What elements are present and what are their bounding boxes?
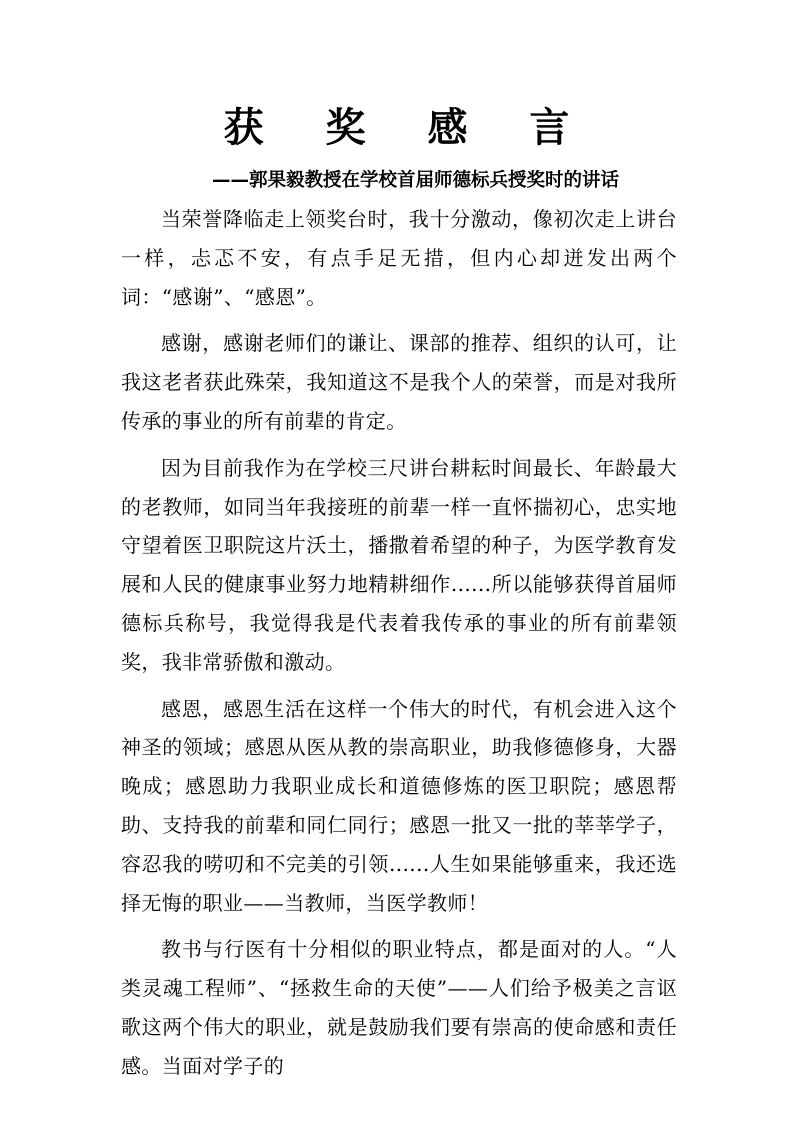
paragraph: 教书与行医有十分相似的职业特点，都是面对的人。“人类灵魂工程师”、“拯救生命的天使”——人们给予极美之言讴歌这两个伟大的职业，就是鼓励我们要有崇高的使命感和责任感。当面对学子的 xyxy=(121,937,677,1078)
document-body xyxy=(121,200,677,1094)
paragraph: 感谢，感谢老师们的谦让、课部的推荐、组织的认可，让我这老者获此殊荣，我知道这不是我个人的荣誉，而是对我所传承的事业的所有前辈的肯定。 xyxy=(121,331,677,433)
paragraph: 因为目前我作为在学校三尺讲台耕耘时间最长、年龄最大的老教师，如同当年我接班的前辈一样一直怀揣初心，忠实地守望着医卫职院这片沃土，播撒着希望的种子，为医学教育发展和人民的健康事业努力地精耕细作......所以能够获得首届师德标兵称号，我觉得我是代表着我传承的事业的所有前辈领奖，我非常骄傲和激动。 xyxy=(121,455,677,674)
document-title: 获 奖 感 言 xyxy=(223,104,594,151)
paragraph: 感恩，感恩生活在这样一个伟大的时代，有机会进入这个神圣的领域；感恩从医从教的崇高职业，助我修德修身，大器晚成；感恩助力我职业成长和道德修炼的医卫职院；感恩帮助、支持我的前辈和同仁同行；感恩一批又一批的莘莘学子，容忍我的唠叨和不完美的引领......人生如果能够重来，我还选择无悔的职业——当教师，当医学教师！ xyxy=(121,696,677,915)
document-subtitle: ——郭果毅教授在学校首届师德标兵授奖时的讲话 xyxy=(212,170,620,191)
paragraph: 当荣誉降临走上领奖台时，我十分激动，像初次走上讲台一样，忐忑不安，有点手足无措，但内心却迸发出两个词：“感谢”、“感恩”。 xyxy=(121,207,677,309)
